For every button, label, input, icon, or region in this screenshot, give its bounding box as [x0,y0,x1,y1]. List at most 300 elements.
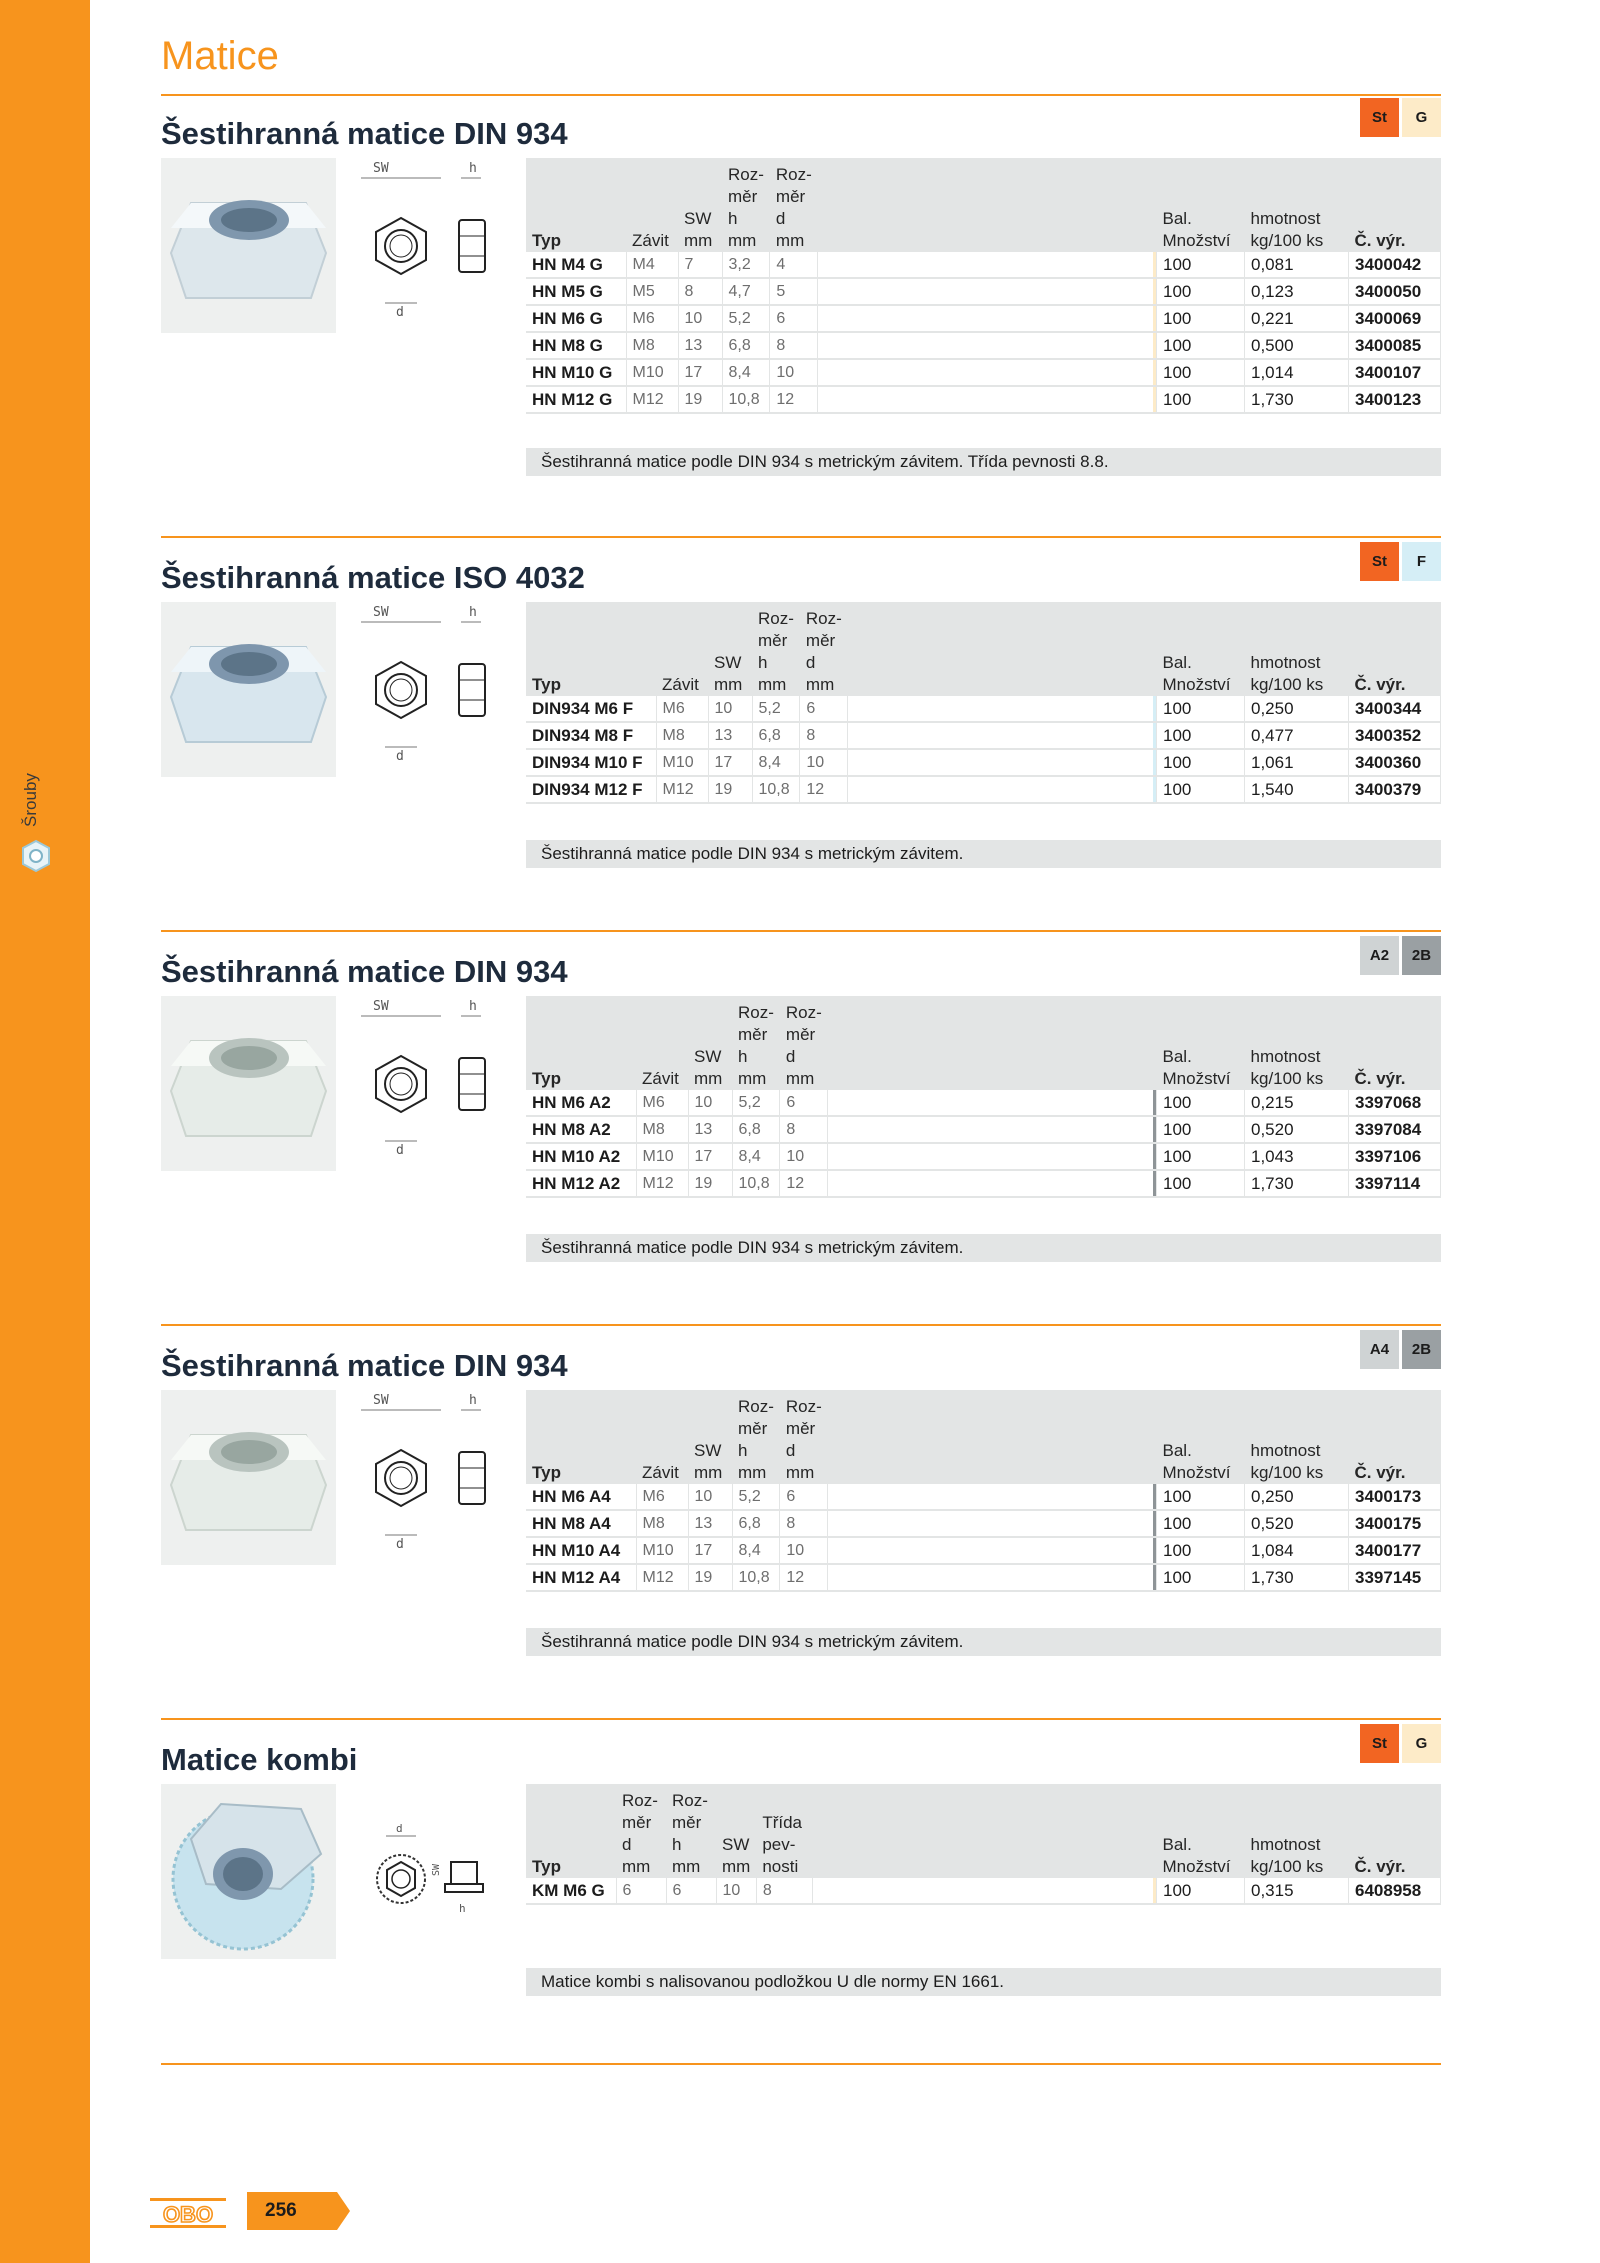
cell-weight: 0,500 [1245,332,1349,359]
cell-thread: M12 [636,1170,688,1197]
col-gap [828,996,1153,1090]
cell-pack: 100 [1157,252,1245,278]
svg-text:SW: SW [373,999,389,1014]
cell-pack: 100 [1157,722,1245,749]
cell-weight: 1,730 [1245,1564,1349,1591]
material-badges [1360,542,1441,581]
cell-thread: M6 [636,1484,688,1510]
cell-d: 6 [770,305,818,332]
cell-thread: M12 [626,386,678,413]
cell-pack: 100 [1157,776,1245,803]
cell-sw: 13 [678,332,722,359]
hex-nut-photo [161,602,336,777]
cell-weight: 0,081 [1245,252,1349,278]
col-type: Typ [532,1857,561,1876]
table-row [526,1116,1441,1143]
cell-h: 5,2 [752,696,800,722]
cell-gap [818,278,1153,305]
badge-material: St [1360,1724,1399,1763]
col-pack: Bal. Množství [1162,1047,1231,1088]
section-title: Šestihranná matice ISO 4032 [161,560,585,595]
material-badges [1360,98,1441,137]
col-d: Roz- měr d mm [775,165,812,250]
cell-gap [848,776,1153,803]
cell-h: 8,4 [752,749,800,776]
cell-sw: 19 [688,1170,732,1197]
cell-pack: 100 [1157,696,1245,722]
cell-pack: 100 [1157,1510,1245,1537]
product-section-din934-a4 [161,1324,1441,1674]
col-gap [818,158,1153,252]
cell-h: 5,2 [732,1090,780,1116]
cell-weight: 0,520 [1245,1116,1349,1143]
cell-gap [828,1090,1153,1116]
table-row [526,359,1441,386]
cell-thread: M5 [626,278,678,305]
cell-pack: 100 [1157,386,1245,413]
cell-sw: 17 [688,1143,732,1170]
col-article: Č. výr. [1354,1857,1406,1876]
cell-article: 6408958 [1349,1878,1441,1904]
cell-h: 6,8 [732,1510,780,1537]
cell-class: 8 [756,1878,812,1904]
svg-text:d: d [396,1537,404,1552]
cell-pack: 100 [1157,749,1245,776]
cell-h: 8,4 [732,1143,780,1170]
col-article: Č. výr. [1354,675,1406,694]
cell-article: 3397084 [1349,1116,1441,1143]
cell-sw: 10 [716,1878,756,1904]
cell-h: 10,8 [722,386,770,413]
cell-sw: 17 [708,749,752,776]
svg-text:d: d [396,1143,404,1158]
cell-sw: 10 [708,696,752,722]
cell-thread: M6 [656,696,708,722]
cell-weight: 1,061 [1245,749,1349,776]
cell-h: 10,8 [732,1170,780,1197]
col-sw: SW mm [694,1047,723,1088]
badge-finish: F [1402,542,1441,581]
product-note: Šestihranná matice podle DIN 934 s metrickým závitem. Třída pevnosti 8.8. [526,448,1441,476]
cell-thread: M4 [626,252,678,278]
product-table [526,1390,1441,1592]
cell-article: 3400175 [1349,1510,1441,1537]
cell-weight: 1,084 [1245,1537,1349,1564]
svg-text:SW: SW [373,1393,389,1408]
cell-type: HN M5 G [526,278,626,305]
cell-article: 3400177 [1349,1537,1441,1564]
table-row [526,1510,1441,1537]
obo-logo [148,2194,228,2232]
svg-text:h: h [459,1902,466,1915]
cell-h: 8,4 [732,1537,780,1564]
cell-weight: 0,315 [1245,1878,1349,1904]
hex-nut-photo [161,158,336,333]
cell-weight: 0,477 [1245,722,1349,749]
col-article: Č. výr. [1354,231,1406,250]
side-category-label: Šrouby [21,773,40,827]
cell-pack: 100 [1157,1090,1245,1116]
cell-thread: M6 [626,305,678,332]
cell-article: 3400173 [1349,1484,1441,1510]
cell-sw: 19 [688,1564,732,1591]
cell-thread: M8 [636,1116,688,1143]
cell-article: 3397114 [1349,1170,1441,1197]
badge-finish: 2B [1402,1330,1441,1369]
cell-gap [828,1537,1153,1564]
section-title: Matice kombi [161,1742,358,1777]
col-h: Roz- měr h mm [758,609,794,694]
cell-gap [828,1170,1153,1197]
col-thread: Závit [642,1463,679,1482]
cell-weight: 1,730 [1245,386,1349,413]
cell-article: 3400344 [1349,696,1441,722]
cell-sw: 13 [688,1116,732,1143]
cell-type: DIN934 M8 F [526,722,656,749]
product-section-din934-g [161,92,1441,502]
col-type: Typ [532,1463,561,1482]
svg-text:h: h [469,161,477,176]
cell-h: 5,2 [722,305,770,332]
page-title: Matice [161,34,279,78]
cell-pack: 100 [1157,1878,1245,1904]
cell-d: 10 [780,1537,828,1564]
product-section-iso4032-f [161,536,1441,886]
logo-text: OBO [162,2202,214,2227]
cell-type: HN M12 A4 [526,1564,636,1591]
product-table [526,158,1441,414]
cell-article: 3400107 [1349,359,1441,386]
badge-material: A2 [1360,936,1399,975]
cell-gap [812,1878,1152,1904]
cell-article: 3400379 [1349,776,1441,803]
cell-h: 6,8 [722,332,770,359]
product-note: Matice kombi s nalisovanou podložkou U dle normy EN 1661. [526,1968,1441,1996]
svg-text:SW: SW [373,161,389,176]
cell-h: 6,8 [752,722,800,749]
product-section-din934-a2 [161,930,1441,1280]
col-sw: SW mm [684,209,713,250]
table-row [526,1537,1441,1564]
cell-d: 8 [770,332,818,359]
cell-article: 3400050 [1349,278,1441,305]
table-row [526,1143,1441,1170]
cell-article: 3397068 [1349,1090,1441,1116]
cell-article: 3400085 [1349,332,1441,359]
cell-gap [818,252,1153,278]
cell-d: 10 [770,359,818,386]
sidebar-band [0,0,90,2263]
badge-finish: G [1402,1724,1441,1763]
cell-gap [828,1564,1153,1591]
cell-article: 3397145 [1349,1564,1441,1591]
cell-thread: M10 [636,1143,688,1170]
col-pack: Bal. Množství [1162,209,1231,250]
svg-text:h: h [469,605,477,620]
cell-pack: 100 [1157,1116,1245,1143]
cell-type: DIN934 M10 F [526,749,656,776]
cell-type: HN M10 G [526,359,626,386]
product-section-kombi [161,1718,1441,2018]
flange-nut-technical-drawing [331,1784,491,1959]
svg-text:d: d [396,305,404,320]
col-d: Roz- měr d mm [785,1397,822,1482]
cell-article: 3400123 [1349,386,1441,413]
section-title: Šestihranná matice DIN 934 [161,116,568,151]
section-title: Šestihranná matice DIN 934 [161,1348,568,1383]
hex-nut-photo [161,996,336,1171]
col-h: Roz- měr h mm [728,165,764,250]
col-weight: hmotnost kg/100 ks [1250,1835,1324,1876]
page-number: 256 [265,2200,297,2221]
col-article: Č. výr. [1354,1463,1406,1482]
cell-gap [818,305,1153,332]
svg-text:SW: SW [373,605,389,620]
cell-sw: 19 [708,776,752,803]
material-badges [1360,1724,1441,1763]
col-h: Roz- měr h mm [672,1791,708,1876]
cell-gap [818,359,1153,386]
cell-h: 6 [666,1878,716,1904]
table-row [526,722,1441,749]
cell-pack: 100 [1157,1170,1245,1197]
cell-type: HN M4 G [526,252,626,278]
hex-nut-technical-drawing [331,996,491,1171]
cell-sw: 7 [678,252,722,278]
cell-type: HN M8 A2 [526,1116,636,1143]
cell-d: 12 [770,386,818,413]
svg-text:SW: SW [431,1863,442,1876]
cell-h: 4,7 [722,278,770,305]
cell-article: 3400352 [1349,722,1441,749]
cell-type: KM M6 G [526,1878,616,1904]
cell-article: 3400360 [1349,749,1441,776]
cell-sw: 10 [678,305,722,332]
table-row [526,278,1441,305]
cell-weight: 0,123 [1245,278,1349,305]
cell-weight: 0,250 [1245,1484,1349,1510]
cell-sw: 13 [688,1510,732,1537]
cell-d: 5 [770,278,818,305]
cell-type: HN M10 A4 [526,1537,636,1564]
cell-sw: 17 [678,359,722,386]
cell-weight: 1,014 [1245,359,1349,386]
cell-pack: 100 [1157,1143,1245,1170]
cell-gap [848,722,1153,749]
col-pack: Bal. Množství [1162,653,1231,694]
cell-d: 12 [780,1170,828,1197]
product-note: Šestihranná matice podle DIN 934 s metrickým závitem. [526,840,1441,868]
cell-thread: M10 [656,749,708,776]
cell-gap [828,1484,1153,1510]
col-gap [848,602,1153,696]
cell-article: 3400069 [1349,305,1441,332]
table-row [526,252,1441,278]
col-pack: Bal. Množství [1162,1835,1231,1876]
col-gap [828,1390,1153,1484]
cell-d: 4 [770,252,818,278]
cell-type: DIN934 M6 F [526,696,656,722]
hex-nut-technical-drawing [331,158,491,333]
product-table [526,996,1441,1198]
section-divider [161,1324,1441,1326]
cell-sw: 19 [678,386,722,413]
cell-gap [818,332,1153,359]
col-pack: Bal. Množství [1162,1441,1231,1482]
cell-weight: 0,520 [1245,1510,1349,1537]
cell-type: HN M12 G [526,386,626,413]
flange-nut-photo [161,1784,336,1959]
cell-h: 3,2 [722,252,770,278]
badge-finish: G [1402,98,1441,137]
col-d: Roz- měr d mm [622,1791,658,1876]
cell-sw: 13 [708,722,752,749]
cell-pack: 100 [1157,1564,1245,1591]
cell-pack: 100 [1157,332,1245,359]
hex-nut-technical-drawing [331,1390,491,1565]
cell-pack: 100 [1157,278,1245,305]
cell-weight: 0,221 [1245,305,1349,332]
cell-type: HN M8 G [526,332,626,359]
cell-weight: 1,043 [1245,1143,1349,1170]
table-row [526,1878,1441,1904]
col-type: Typ [532,675,561,694]
cell-h: 10,8 [732,1564,780,1591]
badge-finish: 2B [1402,936,1441,975]
svg-text:h: h [469,999,477,1014]
cell-pack: 100 [1157,1484,1245,1510]
cell-pack: 100 [1157,1537,1245,1564]
cell-weight: 1,540 [1245,776,1349,803]
section-divider [161,536,1441,538]
cell-d: 6 [800,696,848,722]
cell-d: 12 [800,776,848,803]
product-note: Šestihranná matice podle DIN 934 s metrickým závitem. [526,1628,1441,1656]
col-d: Roz- měr d mm [785,1003,822,1088]
cell-gap [828,1143,1153,1170]
table-row [526,749,1441,776]
badge-material: A4 [1360,1330,1399,1369]
cell-article: 3400042 [1349,252,1441,278]
cell-thread: M8 [656,722,708,749]
cell-sw: 10 [688,1484,732,1510]
cell-type: DIN934 M12 F [526,776,656,803]
table-row [526,305,1441,332]
section-divider [161,930,1441,932]
col-class: Třída pev- nosti [762,1813,803,1876]
material-badges [1360,936,1441,975]
svg-text:d: d [396,1822,403,1835]
cell-pack: 100 [1157,305,1245,332]
hex-nut-photo [161,1390,336,1565]
cell-h: 8,4 [722,359,770,386]
cell-d: 12 [780,1564,828,1591]
table-row [526,1090,1441,1116]
col-weight: hmotnost kg/100 ks [1250,209,1324,250]
col-type: Typ [532,231,561,250]
svg-text:d: d [396,749,404,764]
col-weight: hmotnost kg/100 ks [1250,1441,1324,1482]
table-row [526,696,1441,722]
cell-d: 10 [780,1143,828,1170]
svg-text:h: h [469,1393,477,1408]
cell-gap [848,696,1153,722]
cell-h: 6,8 [732,1116,780,1143]
cell-h: 10,8 [752,776,800,803]
col-thread: Závit [632,231,669,250]
cell-type: HN M6 A2 [526,1090,636,1116]
table-row [526,1564,1441,1591]
col-sw: SW mm [694,1441,723,1482]
cell-type: HN M12 A2 [526,1170,636,1197]
table-row [526,386,1441,413]
cell-sw: 17 [688,1537,732,1564]
cell-d: 8 [780,1510,828,1537]
col-d: Roz- měr d mm [805,609,842,694]
cell-thread: M8 [626,332,678,359]
cell-sw: 10 [688,1090,732,1116]
cell-type: HN M10 A2 [526,1143,636,1170]
cell-gap [828,1116,1153,1143]
cell-thread: M10 [626,359,678,386]
table-row [526,332,1441,359]
col-sw: SW mm [714,653,743,694]
col-thread: Závit [642,1069,679,1088]
cell-thread: M10 [636,1537,688,1564]
cell-type: HN M6 A4 [526,1484,636,1510]
cell-pack: 100 [1157,359,1245,386]
cell-d: 6 [780,1090,828,1116]
cell-thread: M8 [636,1510,688,1537]
cell-sw: 8 [678,278,722,305]
cell-d: 6 [616,1878,666,1904]
col-weight: hmotnost kg/100 ks [1250,1047,1324,1088]
cell-d: 8 [800,722,848,749]
cell-thread: M12 [656,776,708,803]
section-title: Šestihranná matice DIN 934 [161,954,568,989]
col-weight: hmotnost kg/100 ks [1250,653,1324,694]
hex-nut-technical-drawing [331,602,491,777]
col-gap [812,1784,1152,1878]
table-row [526,1170,1441,1197]
page-number-tab [247,2192,350,2230]
cell-weight: 0,215 [1245,1090,1349,1116]
col-h: Roz- měr h mm [738,1397,774,1482]
badge-material: St [1360,98,1399,137]
cell-gap [828,1510,1153,1537]
cell-gap [848,749,1153,776]
product-note: Šestihranná matice podle DIN 934 s metrickým závitem. [526,1234,1441,1262]
cell-d: 10 [800,749,848,776]
bottom-divider [161,2063,1441,2065]
cell-gap [818,386,1153,413]
cell-weight: 0,250 [1245,696,1349,722]
table-row [526,776,1441,803]
product-table [526,1784,1441,1905]
col-article: Č. výr. [1354,1069,1406,1088]
col-thread: Závit [662,675,699,694]
badge-material: St [1360,542,1399,581]
cell-d: 8 [780,1116,828,1143]
cell-type: HN M6 G [526,305,626,332]
product-table [526,602,1441,804]
nut-icon [18,838,54,874]
col-type: Typ [532,1069,561,1088]
cell-article: 3397106 [1349,1143,1441,1170]
cell-d: 6 [780,1484,828,1510]
col-sw: SW mm [722,1835,751,1876]
section-divider [161,1718,1441,1720]
